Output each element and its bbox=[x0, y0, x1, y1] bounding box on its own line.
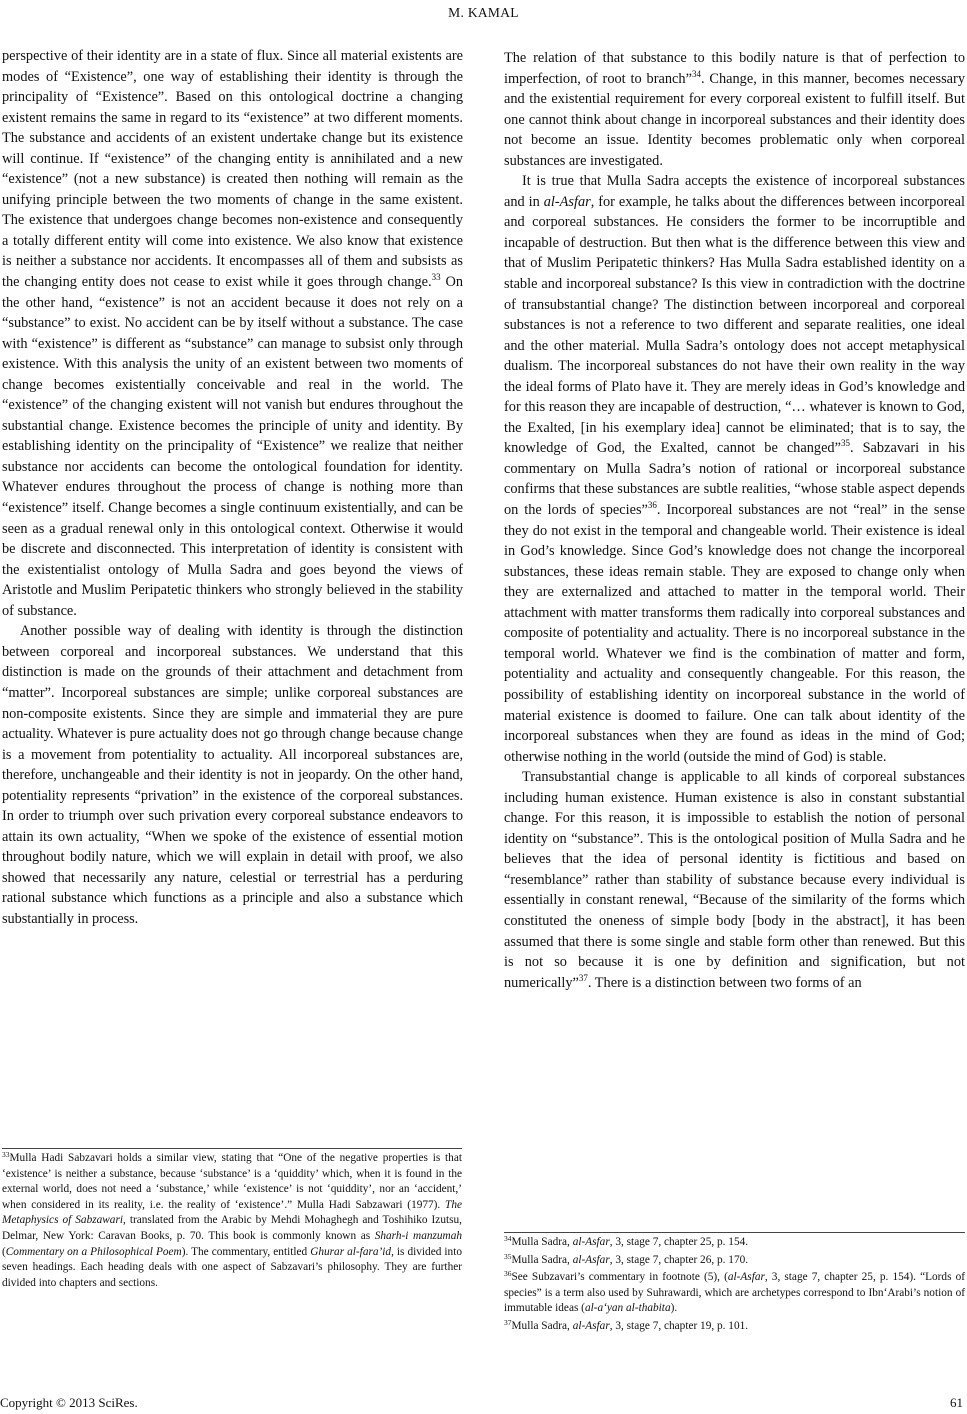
footnotes-right bbox=[504, 1235, 965, 1337]
italic-title: al-Asfar bbox=[543, 193, 591, 210]
footnote-text: Mulla Sadra, bbox=[511, 1319, 573, 1332]
footnote-number: 37 bbox=[504, 1317, 512, 1327]
body-paragraph: Another possible way of dealing with identity is through the distinction between corporeal and incorporeal substances. We understand that this distinction is made on the grounds of their attachment and detachment from “matter”. Incorporeal substances are simple; unlike corporeal substances are non-composite existents. Since they are simple and immaterial they are pure actuality. Whatever is pure actuality does not go through change because change is a movement from potentiality to actuality. All incorporeal substances are, therefore, unchangeable and their identity is not in jeopardy. On the other hand, potentiality represents “privation” in the existence of the corporeal substances. In order to triumph over such privation every corporeal substance endeavors to attain its own actuality, “When we spoke of the existence of essential motion throughout bodily nature, which we will explain in detail with proof, we also showed that necessarily any nature, celestial or terrestrial has a perduring rational substance which functions as a principle and also a substance which substantially in process. bbox=[2, 623, 463, 927]
footnote-36 bbox=[504, 1270, 965, 1317]
footnote-ref-37: 37 bbox=[578, 972, 588, 983]
italic-title: Ghurar al-fara’id bbox=[310, 1245, 392, 1258]
footnote-text: , translated from the Arabic by Mehdi Mohaghegh and Toshihiko Izutsu, Delmar, New York: Caravan Books, p. 70. This book is commonly known as bbox=[2, 1214, 462, 1242]
body-paragraph bbox=[2, 46, 463, 621]
footnote-text: , 3, stage 7, chapter 25, p. 154. bbox=[609, 1236, 749, 1248]
body-paragraph bbox=[504, 767, 965, 993]
footnote-ref-33: 33 bbox=[431, 272, 441, 283]
footnote-37 bbox=[504, 1319, 965, 1335]
italic-title: Commentary on a Philosophical Poem bbox=[5, 1245, 182, 1258]
italic-title: al-a‘yan al-thabita bbox=[584, 1302, 671, 1315]
footnote-divider-left bbox=[2, 1148, 462, 1149]
italic-title: al-Asfar bbox=[572, 1253, 610, 1266]
footnote-text: See Subzavari’s commentary in footnote (5), ( bbox=[511, 1271, 728, 1284]
paragraph-text: , for example, he talks about the differences between incorporeal and corporeal substances. He considers the former to be incorruptible and incapable of destruction. But then what is the difference between this view and that of Muslim Peripatetic thinkers? Has Mulla Sadra established identity on a stable and incorporeal substance? Is this view in contradiction with the doctrine of transubstantial change? The distinction between incorporeal and corporeal substances is not a reference to two different and separate realities, one ideal and the other material. Mulla Sadra’s ontology does not accept metaphysical dualism. The incorporeal substances do not have their own reality in the way the ideal forms of Plato have it. They are merely ideas in God’s knowledge and for this reason they are incapable of destruction, “… whatever is known to God, the Exalted, [in his exemplary idea] cannot be eliminated; that is to say, the knowledge of God, the Exalted, cannot be changed” bbox=[504, 193, 965, 457]
footnote-35 bbox=[504, 1253, 965, 1269]
paragraph-text: On the other hand, “existence” is not an accident because it does not rely on a “substance” to exist. No accident can be by itself without a substance. The case with “existence” is different as “substance” can manage to subsist only through existence. With this analysis the unity of an existent between two moments of change becomes existentially conceivable and real in the world. The “existence” of the changing existent will not vanish but endures throughout the substantial change. Existence becomes the principle of unity and identity. By establishing identity on the principality of “Existence” we realize that neither substance nor accidents can become the ontological foundation for identity. Whatever endures throughout the process of change is nothing more than “existence” itself. Change becomes a single continuum existentially, and can be seen as a gradual renewal only in this ontological context. Otherwise it would be discrete and disconnected. This interpretation of identity is consistent with the existentialist ontology of Mulla Sadra and goes beyond the views of Aristotle and Muslim Peripatetic thinkers who strongly believed in the stability of substance. bbox=[2, 274, 463, 619]
italic-title: Sharh-i manzumah bbox=[374, 1229, 462, 1242]
footnote-33 bbox=[2, 1151, 462, 1291]
footnote-text: Mulla Sadra, bbox=[511, 1236, 573, 1248]
footnote-text: , 3, stage 7, chapter 25, p. 154). “Lords of species” is a term also used by Suhrawardi, which are archetypes correspond to Ibn‘Arabi’s notion of immutable ideas ( bbox=[504, 1271, 965, 1315]
footnote-text: ). The commentary, entitled bbox=[181, 1245, 311, 1258]
paragraph-text: . There is a distinction between two forms of an bbox=[587, 974, 862, 991]
footnote-ref-36: 36 bbox=[647, 500, 657, 511]
footnote-text: , 3, stage 7, chapter 26, p. 170. bbox=[609, 1253, 749, 1266]
footer-page-number: 61 bbox=[950, 1395, 963, 1410]
footnote-text: Mulla Hadi Sabzavari holds a similar view, stating that “One of the negative properties is that ‘existence’ is neither a substance, because ‘substance’ is a ‘quiddity’ which, when it is found in the external world, does not need a ‘substance,’ while ‘existence’ is not ‘quiddity’, nor an ‘accident,’ when considered in its reality, i.e. the reality of ‘existence’.” Mulla Hadi Sabzawari (1977). bbox=[2, 1152, 462, 1211]
paragraph-text: . Sabzavari in his commentary on Mulla Sadra’s notion of rational or incorporeal substance confirms that these substances are subtle realities, “whose stable aspect depends on the lords of species” bbox=[504, 440, 965, 519]
right-column bbox=[504, 48, 965, 993]
footnote-ref-35: 35 bbox=[840, 438, 850, 449]
footnote-number: 34 bbox=[504, 1234, 512, 1243]
footnote-text: , 3, stage 7, chapter 19, p. 101. bbox=[609, 1319, 749, 1332]
italic-title: al-Asfar bbox=[572, 1319, 610, 1332]
footnote-text: Mulla Sadra, bbox=[511, 1253, 573, 1266]
paragraph-text: It is true that Mulla Sadra accepts the existence of incorporeal substances and in bbox=[504, 173, 965, 210]
body-paragraph bbox=[504, 171, 965, 767]
footnote-divider-right bbox=[504, 1232, 965, 1233]
footnote-text: ( bbox=[2, 1245, 6, 1258]
paragraph-text: . Change, in this manner, becomes necessary and the existential requirement for every corporeal existent to fulfill itself. But one cannot think about change in incorporeal substances and their identity does not become an issue. Identity becomes problematic only when corporeal substances are investigated. bbox=[504, 70, 965, 169]
paragraph-text: perspective of their identity are in a state of flux. Since all material existents are modes of “Existence”, one way of establishing their identity is through the principality of “Existence”. Based on this ontological doctrine a changing existent remains the same in regard to its “existence” at two different moments. The substance and accidents of an existent undertake change but its existence will continue. If “existence” of the changing entity is annihilated and a new “existence” (not a new substance) is created then nothing will remain as the unifying principle between the two moments of change in the same existent. The existence that undergoes change becomes non-existence and consequently a totally different entity will come into existence. We also know that existence is neither a substance nor accidents. It encompasses all of them and subsists as the changing entity does not cease to exist while it goes through change. bbox=[2, 48, 463, 291]
paragraph-text: The relation of that substance to this bodily nature is that of perfection to imperfection, of root to branch” bbox=[504, 50, 965, 87]
paragraph-text: Transubstantial change is applicable to all kinds of corporeal substances including human existence. Human existence is also in constant substantial change. For this reason, it is impossible to establish the notion of personal identity on “substance”. This is the ontological position of Mulla Sadra and he believes that the idea of personal identity is fictitious and based on “resemblance” rather than stability of substance because every individual is essentially in constant renewal, “Because of the similarity of the forms which constituted the oneness of simple body [body in the abstract], it has been assumed that there is some single and stable form other than renewed. But this is not so because it is one by definition and signification, but not numerically” bbox=[504, 769, 965, 991]
footnote-34 bbox=[504, 1235, 965, 1251]
footnote-number: 33 bbox=[2, 1150, 10, 1159]
paragraph-text: . Incorporeal substances are not “real” in the sense they do not exist in the temporal and changeable world. Their existence is ideal in God’s knowledge. Since God’s knowledge does not change the incorporeal substances, these ideas remain stable. They are exposed to change only when they are externalized and attached to matter in the temporal world. Their attachment with matter transforms them radically into corporeal substances and composite of potentiality and actuality. There is no incorporeal substance in the temporal world. Whatever we find is the combination of matter and form, potentiality and actuality and consequently changeable. For this reason, the possibility of establishing identity on incorporeal substance in the world of material existence is doomed to failure. One can talk about identity of the incorporeal substances when they are found as ideas in the mind of God; otherwise nothing in the world (outside the mind of God) is stable. bbox=[504, 502, 965, 765]
footnote-text: ). bbox=[670, 1302, 678, 1315]
footnote-number: 36 bbox=[504, 1269, 512, 1279]
body-paragraph bbox=[504, 48, 965, 171]
italic-title: The Metaphysics of Sabzawari bbox=[2, 1198, 462, 1227]
footnote-number: 35 bbox=[504, 1251, 512, 1261]
footnotes-left bbox=[2, 1151, 462, 1293]
footnote-ref-34: 34 bbox=[691, 68, 701, 79]
footer-copyright: Copyright © 2013 SciRes. bbox=[0, 1395, 138, 1410]
footnote-text: , is divided into seven headings. Each heading deals with one aspect of Sabzavari’s philosophy. They are further divided into chapters and sections. bbox=[2, 1245, 462, 1289]
italic-title: al-Asfar bbox=[572, 1236, 610, 1248]
running-head-author: M. KAMAL bbox=[448, 5, 519, 20]
italic-title: al-Asfar bbox=[727, 1271, 765, 1284]
left-column bbox=[2, 46, 463, 930]
